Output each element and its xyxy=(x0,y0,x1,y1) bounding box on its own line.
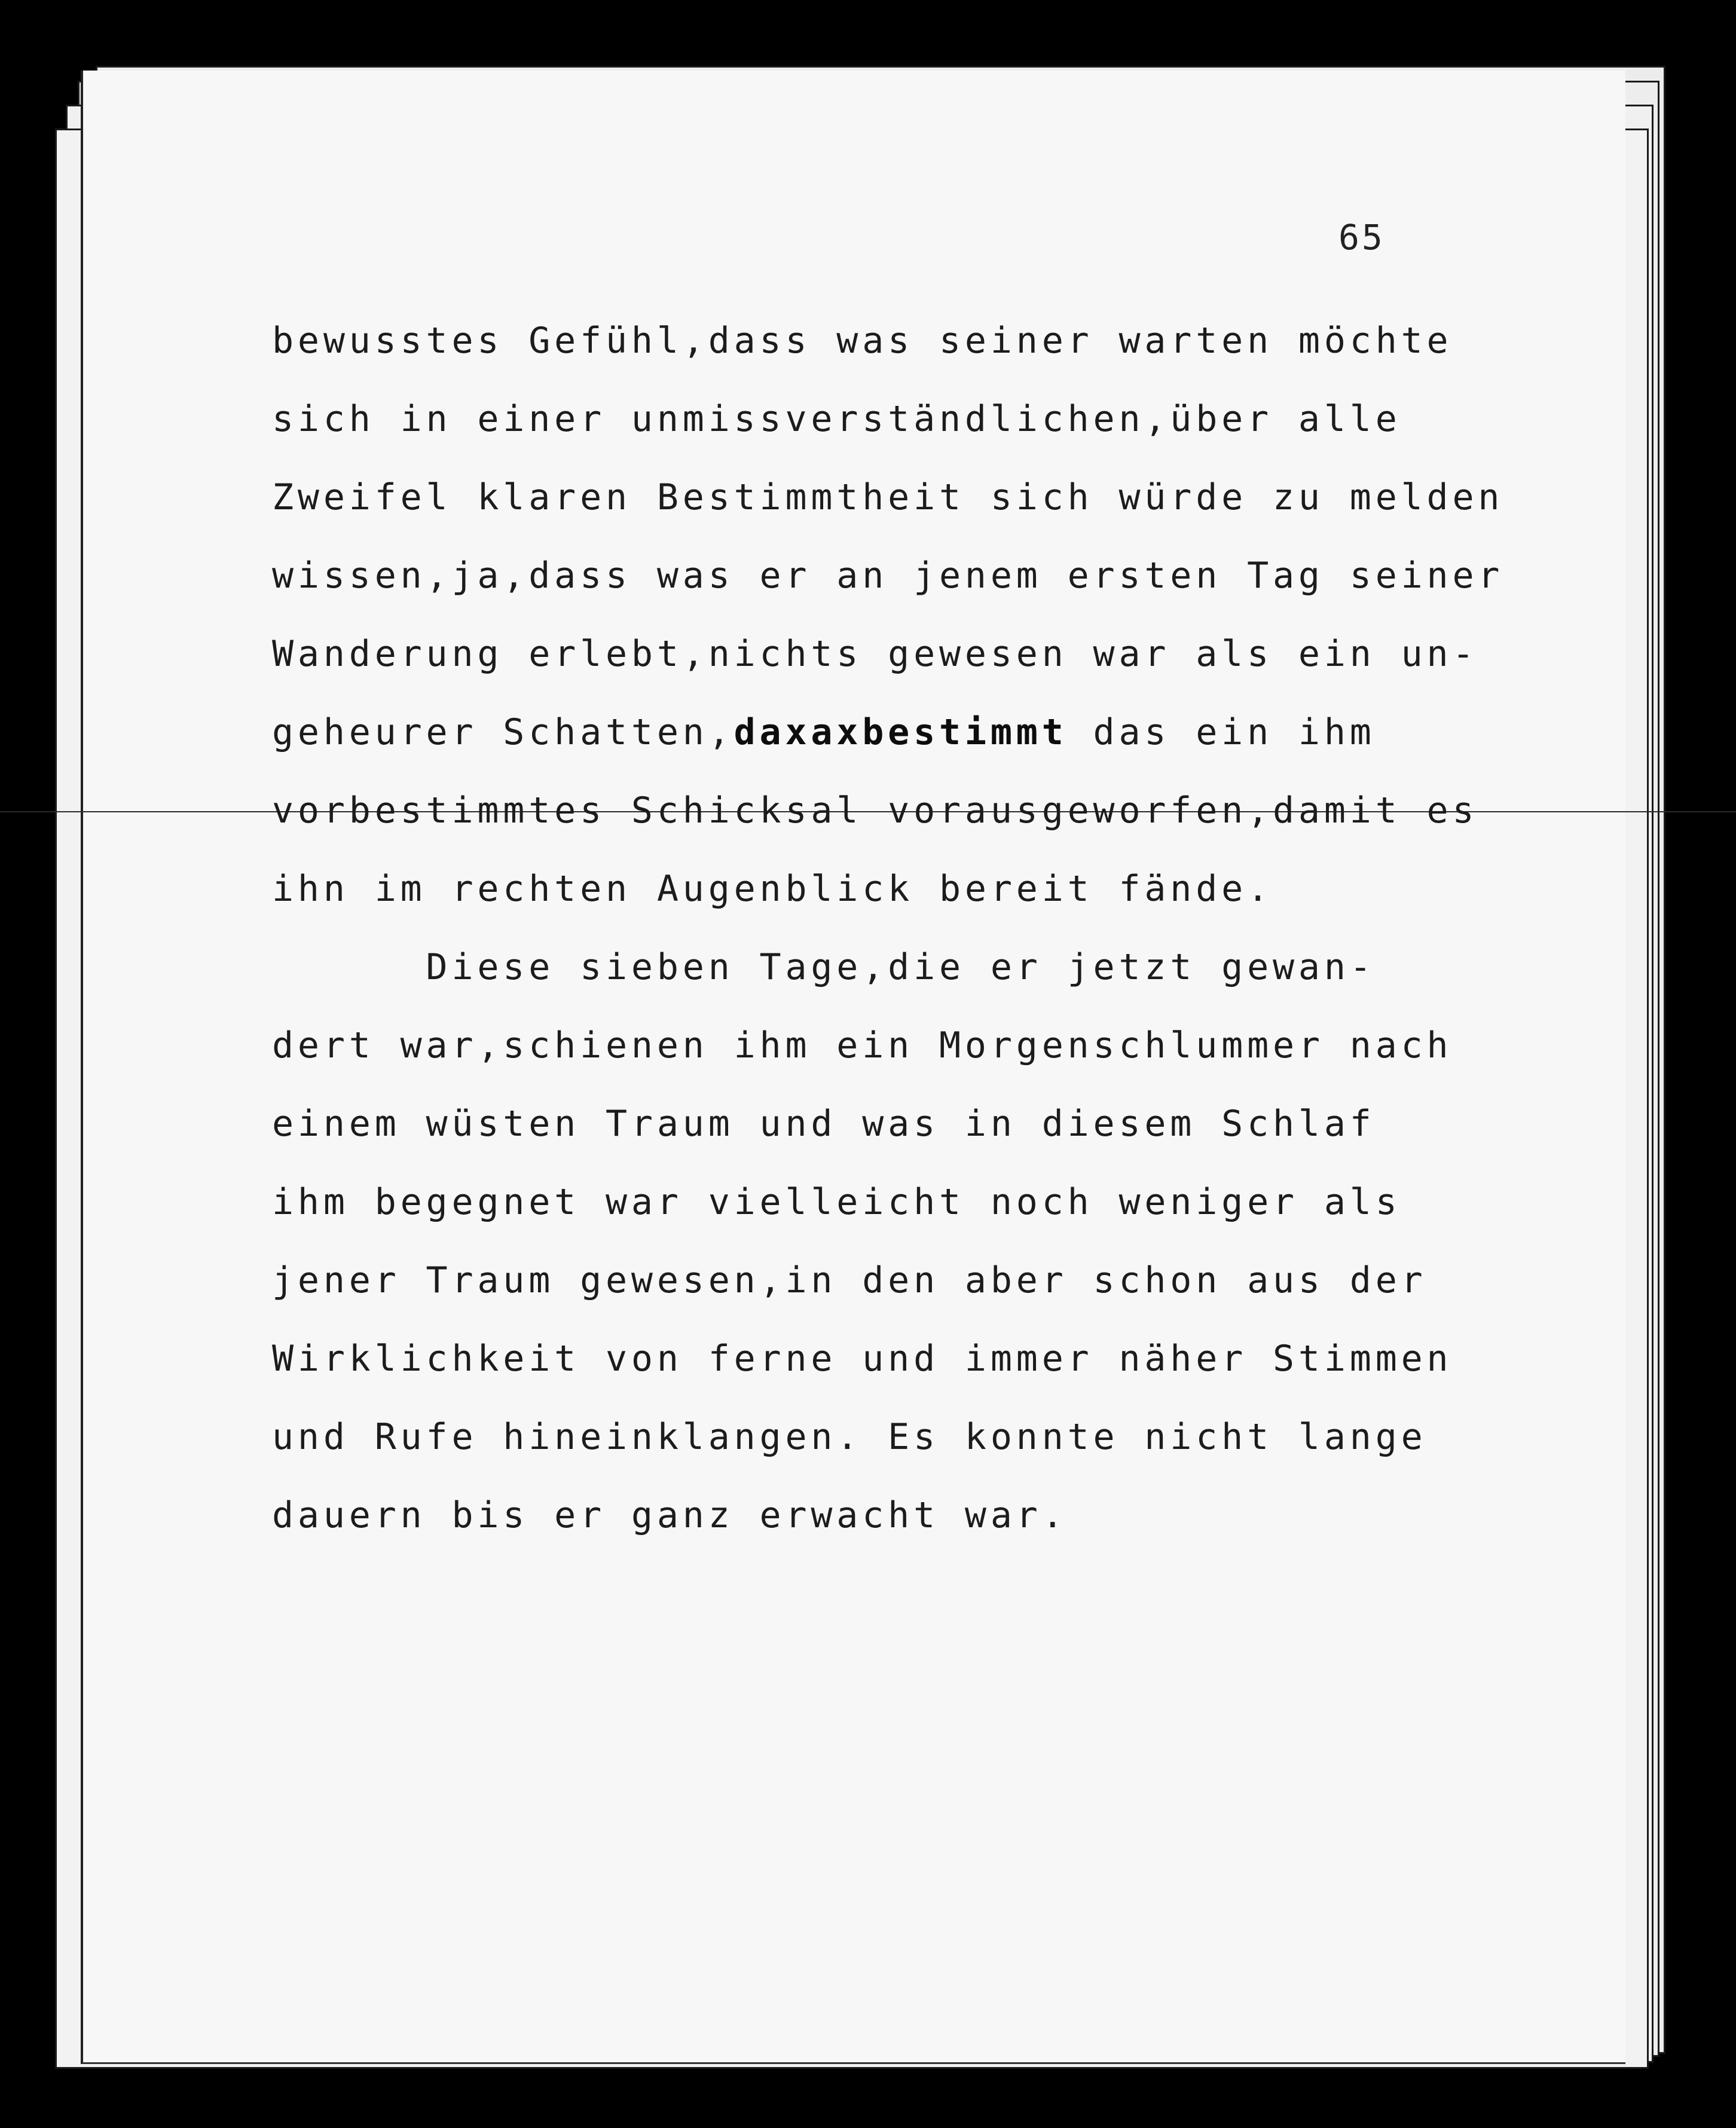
text-line: ihn im rechten Augenblick bereit fände. xyxy=(272,868,1273,910)
struck-over-text: daxaxbestimmt xyxy=(733,711,1068,753)
text-line: Diese sieben Tage,die er jetzt gewan- xyxy=(272,946,1376,988)
text-line: Zweifel klaren Bestimmtheit sich würde zu melden xyxy=(272,476,1504,518)
text-line: dauern bis er ganz erwacht war. xyxy=(272,1494,1068,1536)
page-number: 65 xyxy=(1338,217,1385,258)
typed-text-body xyxy=(272,302,1551,1555)
text-line: ihm begegnet war vielleicht noch weniger als xyxy=(272,1181,1401,1223)
text-line: Wanderung erlebt,nichts gewesen war als ein un- xyxy=(272,633,1478,675)
text-segment: das ein ihm xyxy=(1067,711,1376,753)
text-line: vorbestimmtes Schicksal vorausgeworfen,damit es xyxy=(272,790,1478,831)
text-line: wissen,ja,dass was er an jenem ersten Tag seiner xyxy=(272,555,1504,597)
text-line: Wirklichkeit von ferne und immer näher Stimmen xyxy=(272,1338,1453,1380)
text-line-with-strikeover xyxy=(272,693,1551,772)
text-segment: geheurer Schatten, xyxy=(272,711,734,753)
text-line: und Rufe hineinklangen. Es konnte nicht lange xyxy=(272,1416,1427,1458)
text-line: jener Traum gewesen,in den aber schon aus der xyxy=(272,1259,1427,1301)
text-line: dert war,schienen ihm ein Morgenschlummer nach xyxy=(272,1025,1453,1066)
text-line: einem wüsten Traum und was in diesem Schlaf xyxy=(272,1103,1376,1145)
text-line: bewusstes Gefühl,dass was seiner warten möchte xyxy=(272,320,1453,362)
text-line: sich in einer unmissverständlichen,über alle xyxy=(272,398,1401,440)
